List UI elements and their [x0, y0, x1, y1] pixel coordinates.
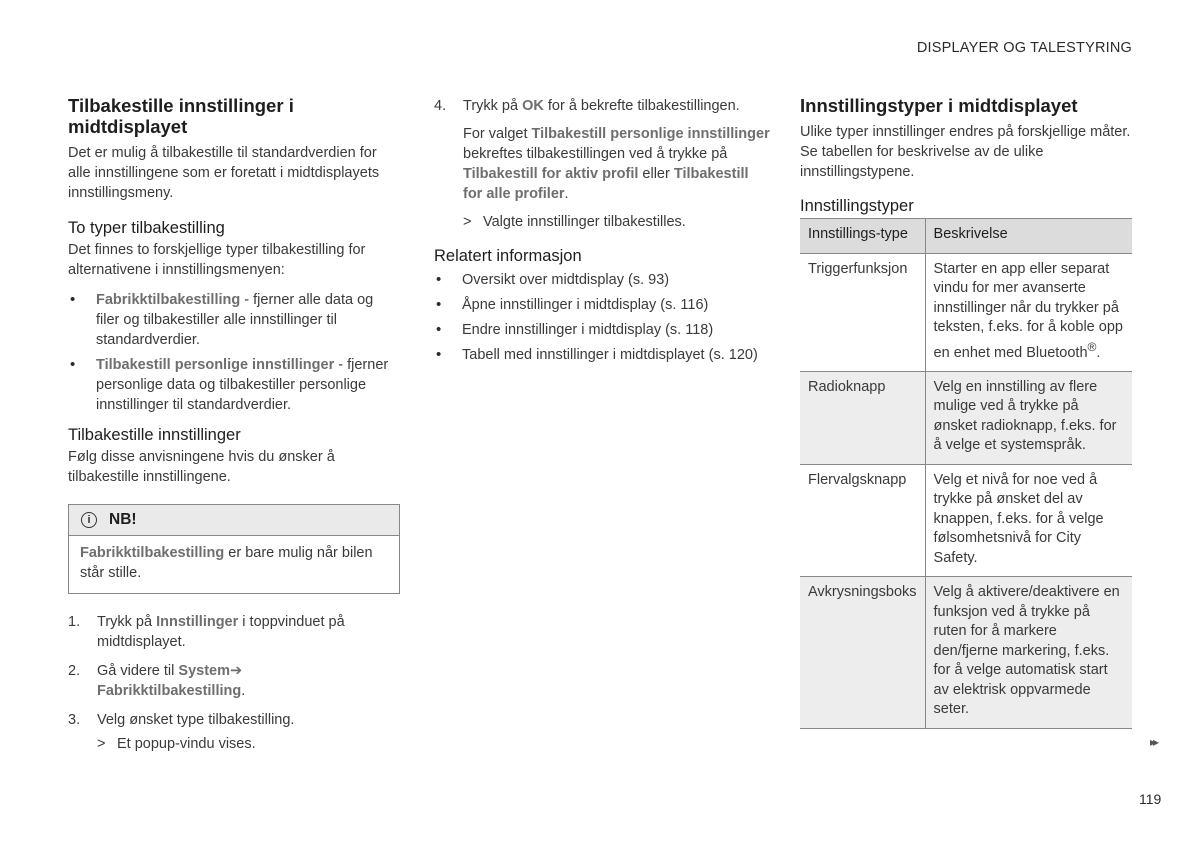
related-link[interactable]: • Tabell med innstillinger i midtdisplayet (s. 120): [434, 345, 770, 365]
table-cell-desc: Starter en app eller separat vindu for mer avanserte innstillinger når du trykker på teksten, f.eks. for å koble opp en enhet med Bluetooth®.: [925, 253, 1132, 371]
reset-intro: Det er mulig å tilbakestille til standardverdien for alle innstillingene som er foretatt i midtdisplayets innstillingsmeny.: [68, 145, 380, 201]
left-column: [68, 95, 400, 763]
step-item: 2. Gå videre til System➔ Fabrikktilbakestilling.: [68, 663, 246, 699]
middle-column: [434, 96, 770, 370]
related-link[interactable]: • Åpne innstillinger i midtdisplay (s. 116): [434, 295, 770, 315]
section-heading-reset: Tilbakestille innstillinger i midtdisplayet: [68, 95, 294, 137]
table-cell-type: Radioknapp: [800, 371, 925, 464]
list-item: • Tilbakestill personlige innstillinger - fjerner personlige data og tilbakestiller personlige innstillinger til standardverdier.: [68, 355, 400, 415]
table-cell-desc: Velg en innstilling av flere mulige ved å trykke på ønsket radioknapp, f.eks. for å velge et systemspråk.: [925, 371, 1132, 464]
note-box: [68, 504, 400, 594]
related-link[interactable]: • Endre innstillinger i midtdisplay (s. 118): [434, 320, 770, 340]
table-header-cell: Beskrivelse: [925, 219, 1132, 254]
reset-steps-intro: Følg disse anvisningene hvis du ønsker å tilbakestille innstillingene.: [68, 449, 335, 485]
step-item: 1. Trykk på Innstillinger i toppvinduet på midtdisplayet.: [68, 614, 345, 650]
step-result: > Et popup-vindu vises.: [97, 736, 256, 752]
section-header: DISPLAYER OG TALESTYRING: [916, 40, 1132, 56]
reset-steps-continued: [434, 96, 770, 232]
next-page-icon: ▸▸: [1150, 735, 1157, 749]
step-item: 4. Trykk på OK for å bekrefte tilbakestillingen. For valget Tilbakestill personlige innstillinger bekreftes tilbakestillingen ved å trykke på Tilbakestill for aktiv profil eller Tilbakestill for alle profiler. > Valgte innstillinger tilbakestilles.: [434, 98, 770, 230]
types-table-intro: Ulike typer innstillinger endres på forskjellige måter. Se tabellen for beskrivelse av de ulike innstillingstypene.: [800, 124, 1131, 180]
setting-types-table: [800, 218, 1132, 729]
table-cell-desc: Velg et nivå for noe ved å trykke på ønsket del av knappen, f.eks. for å velge følsomhetsnivå for City Safety.: [925, 464, 1132, 577]
right-column: [800, 95, 1132, 729]
table-cell-type: Flervalgsknapp: [800, 464, 925, 577]
step-item: 3. Velg ønsket type tilbakestilling. > Et popup-vindu vises.: [68, 710, 400, 754]
table-header-row: [800, 219, 1132, 254]
table-header-cell: Innstillings-type: [800, 219, 925, 254]
section-heading-types: Innstillingstyper i midtdisplayet: [800, 95, 1078, 116]
step-result: > Valgte innstillinger tilbakestilles.: [463, 214, 686, 230]
note-header: [69, 505, 399, 536]
related-heading: Relatert informasjon: [434, 247, 582, 265]
table-row: [800, 464, 1132, 577]
note-title: NB!: [109, 511, 137, 528]
table-row: [800, 577, 1132, 729]
note-body: Fabrikktilbakestilling er bare mulig når bilen står stille.: [80, 545, 373, 581]
table-row: [800, 371, 1132, 464]
list-item: • Fabrikktilbakestilling - fjerner alle data og filer og tilbakestiller alle innstillinger til standardverdier.: [68, 290, 400, 350]
types-heading: To typer tilbakestilling: [68, 219, 225, 237]
table-cell-type: Avkrysningsboks: [800, 577, 925, 729]
arrow-right-icon: ➔: [230, 663, 243, 679]
step-detail: For valget Tilbakestill personlige innstillinger bekreftes tilbakestillingen ved å trykke på Tilbakestill for aktiv profil eller Tilbakestill for alle profiler.: [463, 126, 770, 202]
reset-steps-list: [68, 612, 400, 754]
table-cell-desc: Velg å aktivere/deaktivere en funksjon ved å trykke på ruten for å markere den/fjerne markering, f.eks. for å velge automatisk start av elektrisk oppvarmede seter.: [925, 577, 1132, 729]
info-icon: i: [81, 512, 97, 528]
related-link[interactable]: • Oversikt over midtdisplay (s. 93): [434, 270, 770, 290]
table-title: Innstillingstyper: [800, 197, 914, 215]
related-list: [434, 270, 770, 365]
reset-types-list: [68, 290, 400, 415]
table-cell-type: Triggerfunksjon: [800, 253, 925, 371]
page-number: 119: [1139, 791, 1162, 807]
reset-steps-heading: Tilbakestille innstillinger: [68, 426, 241, 444]
table-row: [800, 253, 1132, 371]
types-intro: Det finnes to forskjellige typer tilbakestilling for alternativene i innstillingsmenyen:: [68, 242, 366, 278]
